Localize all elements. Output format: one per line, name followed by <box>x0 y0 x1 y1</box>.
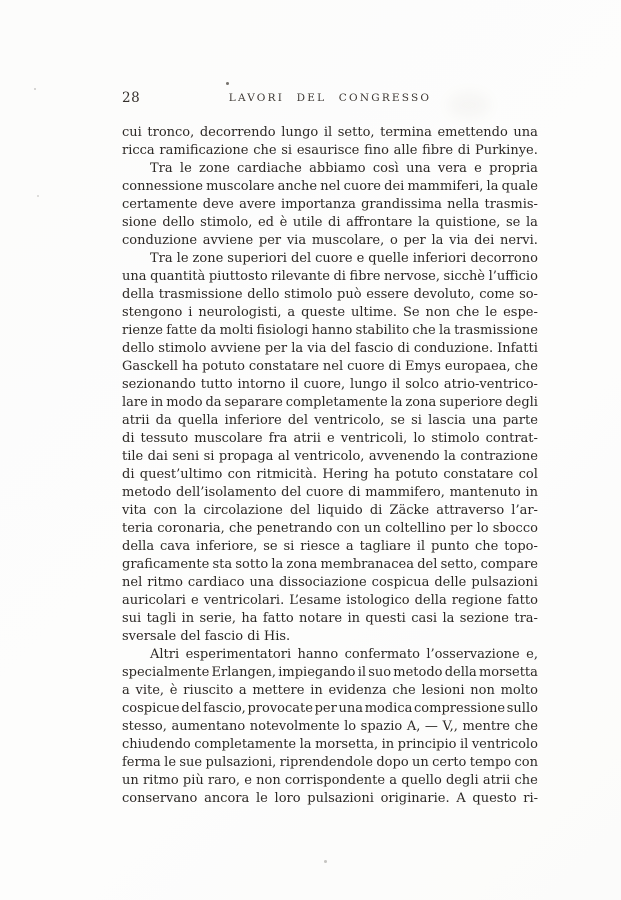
text-line: sui tagli in serie, ha fatto notare in questi casi la sezione tra- <box>122 611 538 626</box>
text-line: sezionando tutto intorno il cuore, lungo il solco atrio-ventrico- <box>122 377 538 392</box>
text-line: conduzione avviene per via muscolare, o per la via dei nervi. <box>122 233 538 248</box>
text-line: della cava inferiore, se si riesce a tagliare il punto che topo- <box>122 539 538 554</box>
page-number: 28 <box>122 90 141 106</box>
text-line: atrii da quella inferiore del ventricolo, se si lascia una parte <box>122 413 538 428</box>
text-line: Altri esperimentatori hanno confermato l’osservazione e, <box>150 647 538 662</box>
text-line: specialmente Erlangen, impiegando il suo metodo della morsetta <box>122 665 538 680</box>
text-line: graficamente sta sotto la zona membranacea del setto, compare <box>122 557 538 572</box>
text-line: ferma le sue pulsazioni, riprendendole dopo un certo tempo con <box>122 755 538 770</box>
text-line: connessione muscolare anche nel cuore dei mammiferi, la quale <box>122 179 538 194</box>
text-line: di quest’ultimo con ritmicità. Hering ha potuto constatare col <box>122 467 538 482</box>
text-line: di tessuto muscolare fra atrii e ventricoli, lo stimolo contrat- <box>122 431 538 446</box>
text-line: a vite, è riuscito a mettere in evidenza che lesioni non molto <box>122 683 538 698</box>
text-line: sione dello stimolo, ed è utile di affrontare la quistione, se la <box>122 215 538 230</box>
text-line: una quantità piuttosto rilevante di fibre nervose, sicchè l’ufficio <box>122 269 538 284</box>
text-line: sversale del fascio di His. <box>122 629 291 644</box>
scan-speck <box>226 82 229 85</box>
text-line: tile dai seni si propaga al ventricolo, avvenendo la contrazione <box>122 449 538 464</box>
body-text <box>122 124 538 808</box>
text-line: auricolari e ventricolari. L’esame istologico della regione fatto <box>122 593 538 608</box>
text-line: vita con la circolazione del liquido di Zäcke attraverso l’ar- <box>122 503 538 518</box>
text-line: conservano ancora le loro pulsazioni originarie. A questo ri- <box>122 791 538 806</box>
text-line: nel ritmo cardiaco una dissociazione cospicua delle pulsazioni <box>122 575 538 590</box>
text-line: della trasmissione dello stimolo può essere devoluto, come so- <box>122 287 538 302</box>
running-header-title: LAVORI DEL CONGRESSO <box>228 92 432 104</box>
text-line: Gasckell ha potuto constatare nel cuore di Emys europaea, che <box>122 359 538 374</box>
scan-speck <box>324 860 327 863</box>
running-head <box>122 90 538 108</box>
text-line: cui tronco, decorrendo lungo il setto, termina emettendo una <box>122 125 538 140</box>
text-line: Tra le zone superiori del cuore e quelle inferiori decorrono <box>150 251 538 266</box>
text-line: certamente deve avere importanza grandissima nella trasmis- <box>122 197 538 212</box>
text-line: dello stimolo avviene per la via del fascio di conduzione. Infatti <box>122 341 538 356</box>
text-line: teria coronaria, che penetrando con un coltellino per lo sbocco <box>122 521 538 536</box>
text-line: stesso, aumentano notevolmente lo spazio A, — V,, mentre che <box>122 719 538 734</box>
text-line: Tra le zone cardiache abbiamo così una vera e propria <box>150 161 538 176</box>
text-line: un ritmo più raro, e non corrispondente a quello degli atrii che <box>122 773 538 788</box>
text-line: ricca ramificazione che si esaurisce fino alle fibre di Purkinye. <box>122 143 538 158</box>
text-line: cospicue del fascio, provocate per una modica compressione sullo <box>122 701 538 716</box>
text-line: metodo dell’isolamento del cuore di mammifero, mantenuto in <box>122 485 538 500</box>
scan-speck <box>34 88 36 90</box>
text-line: rienze fatte da molti fisiologi hanno stabilito che la trasmissione <box>122 323 538 338</box>
text-line: chiudendo completamente la morsetta, in principio il ventricolo <box>122 737 538 752</box>
scan-speck <box>37 195 39 197</box>
text-line: lare in modo da separare completamente la zona superiore degli <box>122 395 538 410</box>
text-line: stengono i neurologisti, a queste ultime. Se non che le espe- <box>122 305 538 320</box>
